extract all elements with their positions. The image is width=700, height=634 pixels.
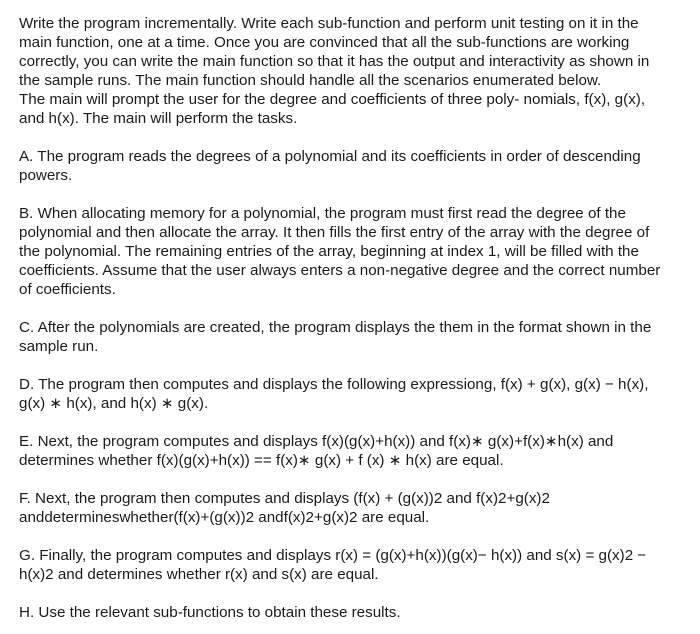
text-line: coefficients. Assume that the user always enters a non-negative degree and the correct number [19, 262, 661, 279]
text-line: A. The program reads the degrees of a polynomial and its coefficients in order of descending [19, 148, 641, 165]
text-line: G. Finally, the program computes and displays r(x) = (g(x)+h(x))(g(x)− h(x)) and s(x) = g(x)2 − [19, 547, 647, 564]
text-line: g(x) ∗ h(x), and h(x) ∗ g(x). [19, 395, 209, 412]
text-line: C. After the polynomials are created, the program displays the them in the format shown in the [19, 319, 652, 336]
text-line: main function, one at a time. Once you are convinced that all the sub-functions are working [19, 34, 630, 51]
text-line: D. The program then computes and displays the following expressiong, f(x) + g(x), g(x) − h(x), [19, 376, 649, 393]
text-line: determines whether f(x)(g(x)+h(x)) == f(x)∗ g(x) + f (x) ∗ h(x) are equal. [19, 452, 504, 469]
text-line: the polynomial. The remaining entries of the array, beginning at index 1, will be filled with the [19, 243, 639, 260]
text-line: of coefficients. [19, 281, 116, 298]
text-line: polynomial and then allocate the array. It then fills the first entry of the array with the degree of [19, 224, 650, 241]
text-line: F. Next, the program then computes and displays (f(x) + (g(x))2 and f(x)2+g(x)2 [19, 490, 550, 507]
paragraph-item-e [19, 432, 700, 470]
text-line: h(x)2 and determines whether r(x) and s(x) are equal. [19, 566, 379, 583]
paragraph-item-d [19, 375, 700, 413]
text-line: Write the program incrementally. Write each sub-function and perform unit testing on it in the [19, 15, 639, 32]
paragraph-item-h [19, 603, 700, 622]
document-body [19, 14, 700, 622]
text-line: correctly, you can write the main function so that it has the output and interactivity as shown in [19, 53, 650, 70]
text-line: H. Use the relevant sub-functions to obtain these results. [19, 604, 401, 621]
paragraph-item-g [19, 546, 700, 584]
text-line: powers. [19, 167, 73, 184]
paragraph-item-f [19, 489, 700, 527]
paragraph-intro [19, 14, 700, 128]
text-line: anddetermineswhether(f(x)+(g(x))2 andf(x)2+g(x)2 are equal. [19, 509, 430, 526]
text-line: and h(x). The main will perform the tasks. [19, 110, 298, 127]
text-line: the sample runs. The main function should handle all the scenarios enumerated below. [19, 72, 602, 89]
text-line: sample run. [19, 338, 99, 355]
text-line: The main will prompt the user for the degree and coefficients of three poly- nomials, f(x), g(x), [19, 91, 646, 108]
text-line: B. When allocating memory for a polynomial, the program must first read the degree of the [19, 205, 626, 222]
paragraph-item-b [19, 204, 700, 299]
paragraph-item-c [19, 318, 700, 356]
text-line: E. Next, the program computes and displays f(x)(g(x)+h(x)) and f(x)∗ g(x)+f(x)∗h(x) and [19, 433, 614, 450]
paragraph-item-a [19, 147, 700, 185]
